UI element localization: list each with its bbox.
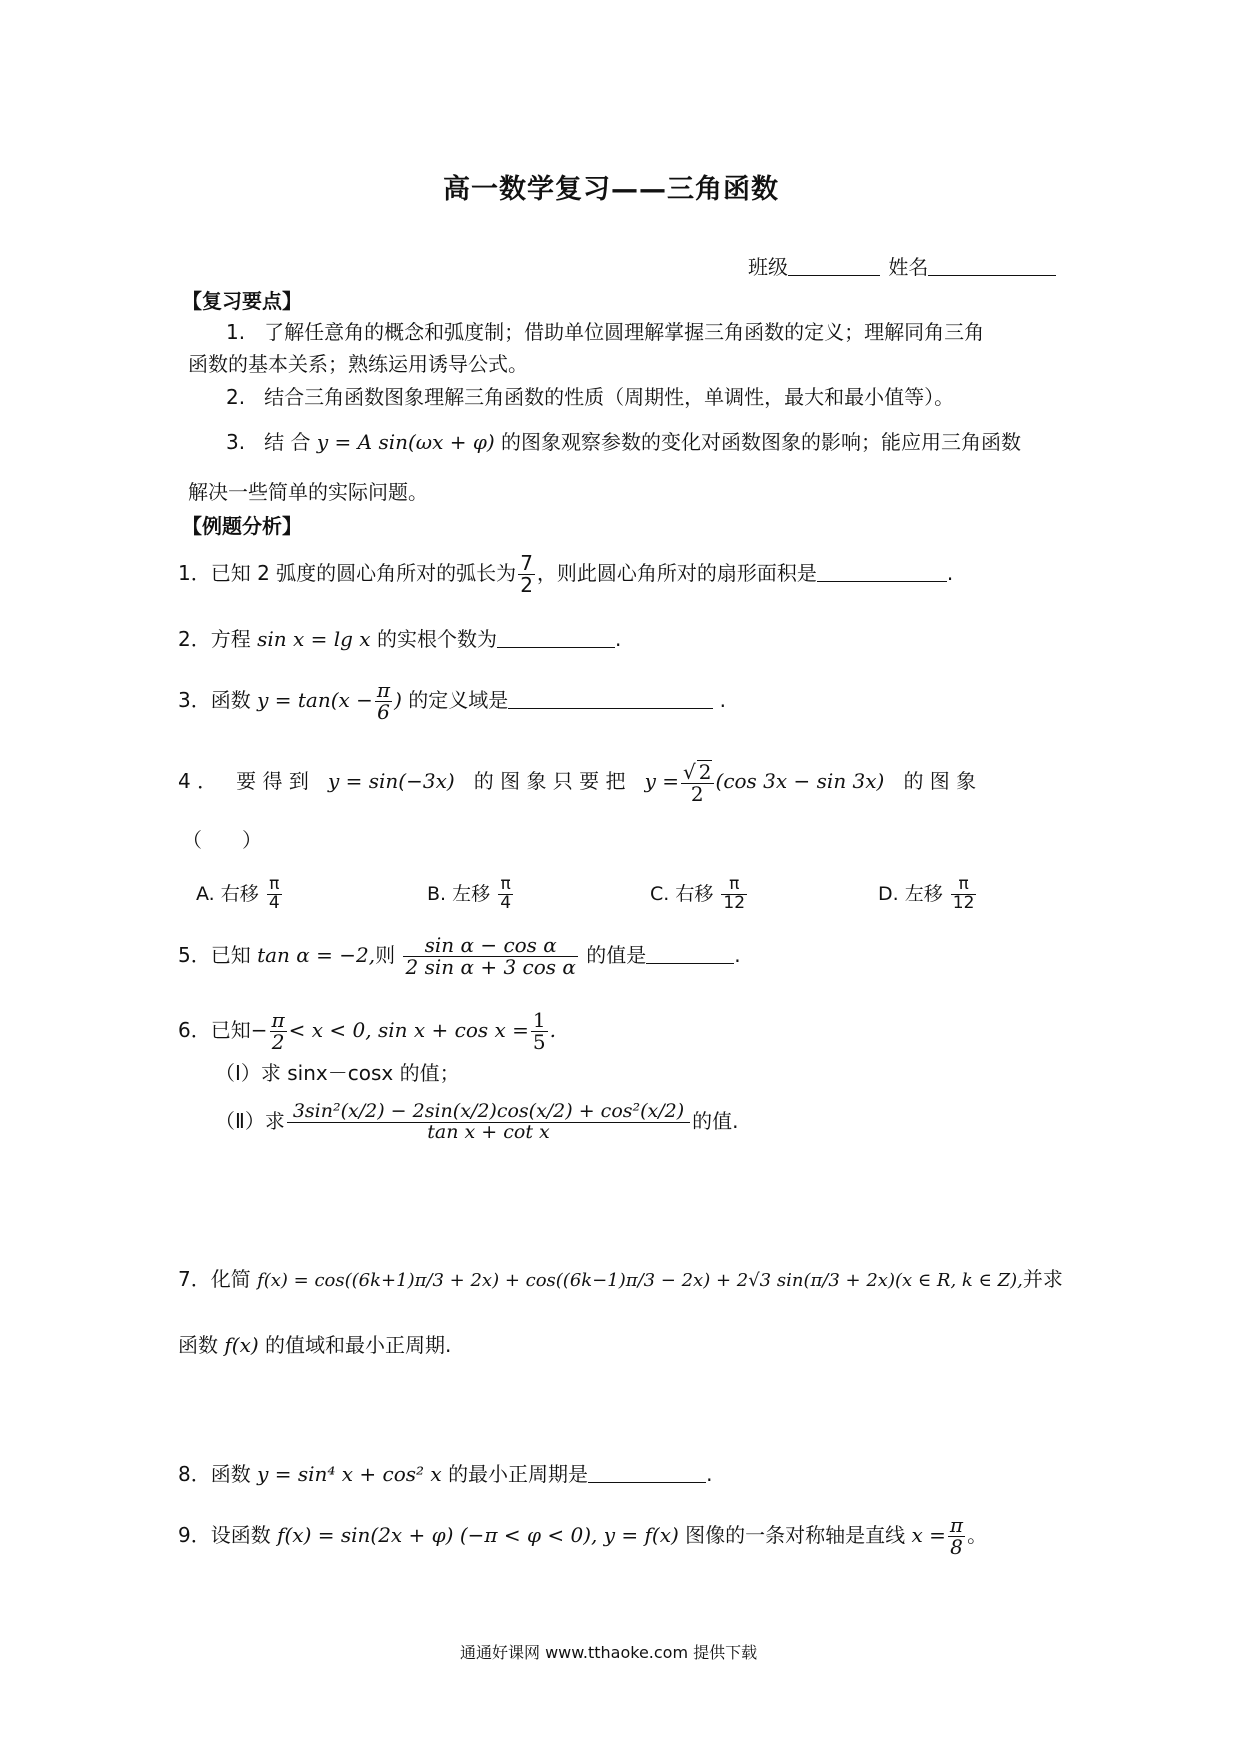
formula: y = sin(−3x): [327, 769, 455, 793]
question-5: 5．已知 tan α = −2,则 $\frac{\text{sin α − cos α}}{\text{2 sin α + 3 cos α}}$ 的值是 .: [178, 933, 741, 979]
answer-blank[interactable]: [588, 1462, 706, 1483]
fraction: $\frac{\pi}{8}$: [949, 1513, 964, 1559]
page-title: 高一数学复习——三角函数: [443, 174, 779, 205]
formula: f(x) = sin(2x + φ) (−π < φ < 0), y = f(x): [277, 1523, 679, 1547]
question-2: 2．方程 sin x = lg x 的实根个数为 .: [178, 627, 622, 651]
question-4: 4 ． 要 得 到 y = sin(−3x) 的 图 象 只 要 把 y = $\frac{√ 2}{2}$ (cos 3x − sin 3x) 的 图 象: [178, 760, 977, 806]
question-6-part-1: （I）求 sinx－cosx 的值；: [215, 1061, 460, 1085]
fraction: $\frac{7}{2}$: [520, 551, 533, 597]
question-1: 1．已知 2 弧度的圆心角所对的弧长为 $\frac{7}{2}$ ，则此圆心角所对的扇形面积是 .: [178, 551, 954, 597]
name-field[interactable]: [928, 255, 1056, 276]
review-point-1-cont: 函数的基本关系；熟练运用诱导公式。: [188, 352, 528, 376]
choice-c[interactable]: C. 右移 $\frac{\pi}{12}$: [650, 874, 746, 913]
question-8: 8．函数 y = sin⁴ x + cos² x 的最小正周期是 .: [178, 1462, 713, 1486]
formula: y = $\frac{√ 2}{2}$ (cos 3x − sin 3x): [644, 760, 885, 806]
class-name-row: [748, 253, 1056, 281]
answer-blank[interactable]: [646, 943, 734, 964]
page-footer: 通通好课网 www.tthaoke.com 提供下载: [460, 1643, 758, 1662]
question-7-cont: 函数 f(x) 的值域和最小正周期.: [178, 1333, 452, 1357]
review-point-2: 2. 结合三角函数图象理解三角函数的性质（周期性，单调性，最大和最小值等）。: [226, 385, 955, 409]
answer-blank[interactable]: [497, 627, 615, 648]
class-field[interactable]: [788, 255, 880, 276]
question-6-part-2: （Ⅱ）求 $\frac{\text{3sin²(x/2) − 2sin(x/2)cos(x/2) + cos²(x/2)}}{\text{tan x + cot x}}$ 的值.: [215, 1100, 739, 1143]
question-3: 3．函数 y = tan(x − $\frac{\pi}{6}$ ) 的定义域是 .: [178, 678, 726, 724]
question-7: 7．化简 f(x) = cos((6k+1)π/3 + 2x) + cos((6k−1)π/3 − 2x) + 2√3 sin(π/3 + 2x)(x ∈ R, k ∈ Z),并求: [178, 1267, 1063, 1291]
name-label: 姓名: [888, 255, 929, 279]
fraction: $\frac{\text{sin α − cos α}}{\text{2 sin α + 3 cos α}}$: [405, 933, 576, 979]
review-heading: 【复习要点】: [182, 289, 302, 313]
review-point-3: 3. 结 合 y = A sin(ωx + φ) 的图象观察参数的变化对函数图象的影响；能应用三角函数: [226, 430, 1022, 454]
answer-blank[interactable]: [817, 561, 947, 582]
formula: y = A sin(ωx + φ): [316, 430, 495, 454]
choice-d[interactable]: D. 左移 $\frac{\pi}{12}$: [878, 874, 975, 913]
question-9: 9．设函数 f(x) = sin(2x + φ) (−π < φ < 0), y = f(x) 图像的一条对称轴是直线 x = $\frac{\pi}{8}$ 。: [178, 1513, 988, 1559]
class-label: 班级: [748, 255, 788, 279]
formula: sin x = lg x: [257, 627, 371, 651]
answer-paren: （ ）: [182, 828, 262, 852]
answer-blank[interactable]: [508, 688, 713, 709]
formula: − $\frac{\pi}{2}$ < x < 0, sin x + cos x = $\frac{1}{5}$ .: [250, 1008, 556, 1054]
choice-b[interactable]: B. 左移 $\frac{\pi}{4}$: [427, 874, 512, 913]
formula: y = tan(x − $\frac{\pi}{6}$ ): [257, 678, 402, 724]
review-point-3-cont: 解决一些简单的实际问题。: [188, 480, 428, 504]
review-point-1: 1. 了解任意角的概念和弧度制；借助单位圆理解掌握三角函数的定义；理解同角三角: [226, 320, 985, 344]
choice-a[interactable]: A. 右移 $\frac{\pi}{4}$: [196, 874, 280, 913]
formula: y = sin⁴ x + cos² x: [257, 1462, 442, 1486]
question-6: 6．已知− $\frac{\pi}{2}$ < x < 0, sin x + cos x = $\frac{1}{5}$ .: [178, 1008, 556, 1054]
examples-heading: 【例题分析】: [182, 514, 302, 538]
formula: f(x) = cos((6k+1)π/3 + 2x) + cos((6k−1)π/3 − 2x) + 2√3 sin(π/3 + 2x)(x ∈ R, k ∈ Z),: [257, 1270, 1023, 1291]
